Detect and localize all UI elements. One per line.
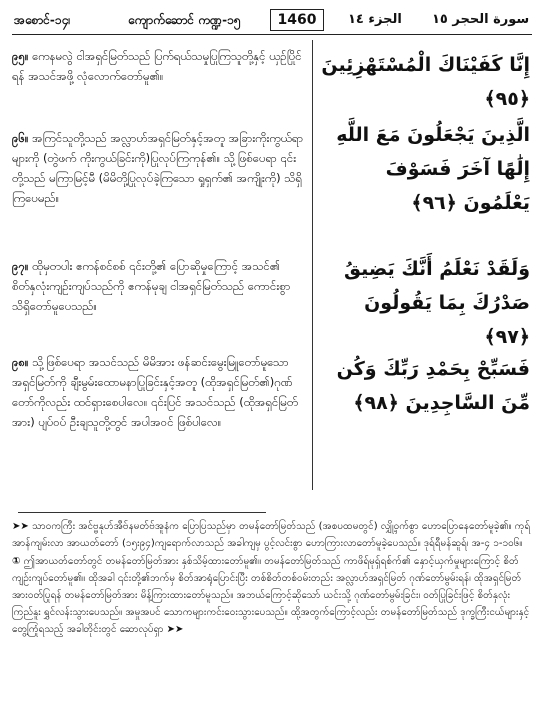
header-surah: سورة الحجر ١٥ xyxy=(432,12,530,27)
verse-97 xyxy=(12,256,310,316)
header-juz: الجزء ١٤ xyxy=(348,12,402,27)
verse-number: ၉၆။ xyxy=(12,131,29,145)
footnote-text: သာဝကကြီး အင်ဗ္ဗနုဟ်အီဗ်နမတ်ဗ်အူနံက ပြောပြသည်မှာ တမန်တော်မြတ်သည် (အစပထမတွင်) လျှို့ဝှက်စွာ ဟောပြောနေတော်မူခဲ့၏။ ကုရ်အာန်ကျမ်းလာ အာယတ်တော် (၁၅း၉၄)ကျရောက်လာသည် အခါကျမှ ပွင့်လင်းစွာ ဟောကြားလာတော်မူခဲ့ပေသည်။ ဒုရ်ရီမန်ဆူရ်၊ အ-၄ ၁-၁၀၆။ xyxy=(12,521,531,549)
header-section: ကျောက်ဆောင် ကဏ္ဍ-၁၅ xyxy=(128,13,241,27)
verse-translation: သို့ဖြစ်ပေရာ အသင်သည် မိမိအား ဖန်ဆင်းမွေးမြူတော်မူသော အရှင်မြတ်ကို ချီးမွမ်းထောမနာပြုခြင်းနှင့်အတူ (ထိုအရှင်မြတ်၏)ဂုဏ်တော်ကိုလည်း ထင်ရှားစေပါလေ။ ၎င်းပြင် အသင်သည် (ထိုအရှင်မြတ်အား) ပျပ်ဝပ် ဦးချသူတို့တွင် အပါအဝင် ဖြစ်ပါလေ။ xyxy=(12,355,299,429)
page-number: 1460 xyxy=(270,9,324,31)
page-header xyxy=(12,8,532,35)
footnote-2 xyxy=(12,553,532,638)
verse-translation: အကြင်သူတို့သည် အလ္လာဟ်အရှင်မြတ်နှင့်အတူ အခြားကိုးကွယ်ရာများကို (တွဲဖက် ကိုးကွယ်ခြင်းကို)ပြုလုပ်ကြကုန်၏။ သို့ဖြစ်ပေရာ ၎င်းတို့သည် မကြာမြင့်မီ (မိမိတို့ပြုလုပ်ခဲ့ကြသော ရှုရှက်၏ အကျိုးကို) သိရှိကြပေမည်။ xyxy=(12,131,304,205)
arabic-verse-98: فَسَبِّحْ بِحَمْدِ رَبِّكَ وَكُن مِّنَ السَّاجِدِينَ ﴿٩٨﴾ xyxy=(336,358,530,414)
circled-one-marker: ① xyxy=(12,556,21,567)
column-divider xyxy=(312,40,313,490)
footnote-1 xyxy=(12,518,532,552)
verse-translation: ကေနမလွဲ ငါအရှင်မြတ်သည် ပြက်ရယ်သမှုပြုကြသူတို့နှင့် ယှဉ်ပြိုင်ရန် အသင်အဖို့ လုံလောက်တော်မူ၏။ xyxy=(12,49,302,83)
footnotes xyxy=(12,518,532,639)
verse-number: ၉၈။ xyxy=(12,355,29,369)
verse-95 xyxy=(12,46,310,86)
header-left: အစောင်-၁၄၊ xyxy=(14,13,71,27)
verse-98 xyxy=(12,352,310,432)
verse-number: ၉၅။ xyxy=(12,49,29,63)
footnote-text: ဤအာယတ်တော်တွင် တမန်တော်မြတ်အား နှစ်သိမ့်ထားတော်မူ၏။ တမန်တော်မြတ်သည် ကာဖိရ်မုရှ်ရစ်က်၏ နှောင့်ယှက်မှုများကြောင့် စိတ်ကျဉ်းကျပ်တော်မူ၏။ ထိုအခါ ၎င်းတို့၏ဘက်မှ စိတ်အာရုံပြောင်းပြီး တစ်စိတ်တစ်ဝမ်းတည်း အလ္လာဟ်အရှင်မြတ် ဂုဏ်တော်မွမ်းရန်၊ ထိုအရှင်မြတ်အားဝတ်ပြုရန် တမန်တော်မြတ်အား မိန့်ကြားထားတော်မူသည်။ အဘယ်ကြောင့်ဆိုသော် ယင်းသို့ ဂုဏ်တော်မွမ်းခြင်း၊ ဝတ်ပြုခြင်းဖြင့် စိတ်နှလုံး ကြည်နူး ရွှင်လန်းသွားပေသည်။ အမှုအပင် သောကများကင်းဝေးသွားပေသည်။ ထို့အတွက်ကြောင့်လည်း တမန်တော်မြတ်သည် ဒုက္ခကြီးငယ်များနှင့် တွေ့ကြုံရသည့် အခါတိုင်းတွင် ဆောလုပ်ရှာ ➤➤ xyxy=(12,556,530,635)
footnote-rule xyxy=(18,512,266,513)
arrow-marker-icon: ➤➤ xyxy=(12,521,29,532)
arabic-verse-96: الَّذِينَ يَجْعَلُونَ مَعَ اللَّهِ إِلَٰهًا آخَرَ فَسَوْفَ يَعْلَمُونَ ﴿٩٦﴾ xyxy=(336,124,530,214)
verse-96 xyxy=(12,128,310,208)
arabic-verse-97: وَلَقَدْ نَعْلَمُ أَنَّكَ يَضِيقُ صَدْرُكَ بِمَا يَقُولُونَ ﴿٩٧﴾ xyxy=(343,258,530,348)
arabic-verse-95: إِنَّا كَفَيْنَاكَ الْمُسْتَهْزِئِينَ ﴿٩٥﴾ xyxy=(321,54,530,110)
verse-translation: ထိုမှတပါး ဧကန်စင်စစ် ၎င်းတို့၏ ပြောဆိုမှုကြောင့် အသင်၏ စိတ်နှလုံးကျဉ်းကျပ်သည်ကို ဧကန်မုချ ငါအရှင်မြတ်သည် ကောင်းစွာ သိရှိတော်မူပေသည်။ xyxy=(12,259,291,313)
verse-number: ၉၇။ xyxy=(12,259,29,273)
